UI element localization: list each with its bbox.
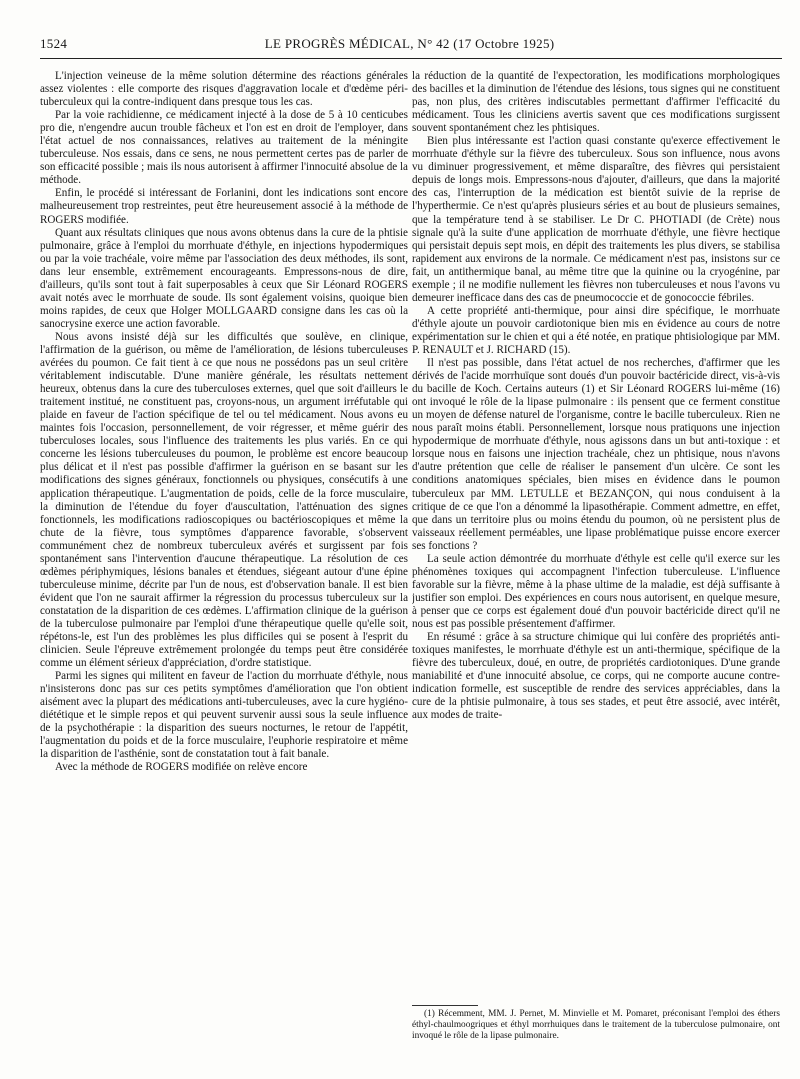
page-number: 1524 [40,36,68,51]
paragraph: Enfin, le procédé si intéressant de Forlanini, dont les indications sont encore malheureusement trop restreintes, peut être heureusement associé à la méthode de ROGERS modifiée. [40,187,408,226]
paragraph: Il n'est pas possible, dans l'état actuel de nos recherches, d'affirmer que les dérivés de l'acide morrhuïque sont doués d'un pouvoir bactéricide direct, vis-à-vis du bacille de Koch. Certains auteurs (1) et Sir Léonard ROGERS lui-même (16) ont invoqué le rôle de la lipase pulmonaire : ils pensent que ce ferment constitue un moyen de défense naturel de l'organisme, contre le bacille tuberculeux. Rien ne nous paraît moins établi. Personnellement, lorsque nous pratiquons une injection hypodermique de morrhuate d'éthyle, nous agissons dans un but anti-toxique : et lorsque nous en faisons une injection trachéale, chez un phtisique, nous n'avons d'autre prétention que celle de réaliser le pansement d'un ulcère. Ce sont les conditions anatomiques spéciales, bien mises en évidence dans le poumon tuberculeux par MM. LETULLE et BEZANÇON, qui nous conduisent à la critique de ce que l'on a dénommé la lipasothérapie. Comment admettre, en effet, que dans un territoire plus ou moins étendu du poumon, où ne persistent plus de vaisseaux réellement perméables, une lipase problématique puisse encore exercer ses fonctions ? [412,357,780,552]
paragraph: La seule action démontrée du morrhuate d'éthyle est celle qu'il exerce sur les phénomènes toxiques qui accompagnent l'infection tuberculeuse. L'influence favorable sur la fièvre, même à la phase ultime de la maladie, est déjà suffisante à justifier son emploi. Des expériences en cours nous autorisent, en quelque mesure, à penser que ce corps est également doué d'un pouvoir bactéricide direct qu'il ne nous est pas possible présentement d'affirmer. [412,552,780,630]
paragraph: Avec la méthode de ROGERS modifiée on relève encore [55,761,308,774]
paragraph: L'injection veineuse de la même solution détermine des réactions générales assez violentes : elle comporte des risques d'aggravation locale et d'œdème péri-tuberculeux qui la contre-indiquent dans presque tous les cas. [40,70,408,109]
running-title: LE PROGRÈS MÉDICAL, N° 42 (17 Octobre 1925) [264,36,555,51]
right-column [412,70,780,1002]
paragraph: Bien plus intéressante est l'action quasi constante qu'exerce effectivement le morrhuate d'éthyle sur la fièvre des tuberculeux. Sous son influence, nous avons vu diminuer progressivement, et même disparaître, des fièvres qui persistaient depuis de longs mois. Empressons-nous d'ajouter, d'ailleurs, que dans la majorité des cas, l'interruption de la médication est bientôt suivie de la reprise de l'hyperthermie. Ce n'est qu'après plusieurs séries et au bout de plusieurs semaines, que la température tend à se stabiliser. Le Dr C. PHOTIADI (de Crète) nous signale qu'à la suite d'une application de morrhuate d'éthyle, une fièvre hectique qui persistait depuis sept mois, en dépit des traitements les plus divers, se stabilisa rapidement aux environs de la normale. Ce médicament n'est pas, insistons sur ce fait, un antithermique banal, au même titre que la quinine ou la cryogénine, par exemple ; il ne modifie nullement les fièvres non tuberculeuses et nous l'avons vu demeurer inefficace dans des cas de pneumococcie et de gonococcie fébriles. [412,135,780,304]
left-column [40,70,408,1070]
paragraph: Par la voie rachidienne, ce médicament injecté à la dose de 5 à 10 centicubes pro die, n'engendre aucun trouble fâcheux et l'on est en droit de l'employer, dans l'état actuel de nos connaissances, relatives au traitement de la méningite tuberculeuse. Nos essais, dans ce sens, ne nous permettent certes pas de parler de son efficacité possible ; mais ils nous autorisent à affirmer l'innocuité absolue de la méthode. [40,109,408,187]
paragraph: la réduction de la quantité de l'expectoration, les modifications morphologiques des bacilles et la diminution de l'étendue des lésions, tous signes qui ne constituent pas, non plus, des critères indiscutables permettant d'affirmer l'efficacité du médicament. Tous les cliniciens avertis savent que ces modifications surgissent souvent spontanément chez les phtisiques. [412,70,780,135]
footnote: (1) Récemment, MM. J. Pernet, M. Minvielle et M. Pomaret, préconisant l'emploi des éthers éthyl-chaulmoogriques et éthyl morrhuiques dans le traitement de la tuberculose pulmonaire, ont invoqué le rôle de la lipase pulmonaire. [412,1009,780,1041]
header-rule [40,58,782,59]
paragraph: En résumé : grâce à sa structure chimique qui lui confère des propriétés anti-toxiques manifestes, le morrhuate d'éthyle est un anti-thermique, spécifique de la fièvre des tuberculeux, doué, en outre, de propriétés cardiotoniques. D'une grande maniabilité et d'une innocuité absolue, ce corps, qui ne comporte aucune contre-indication formelle, est susceptible de rendre des services appréciables, dans la cure de la phtisie pulmonaire, à tous ses stades, et peut être associé, avec intérêt, aux modes de traite- [412,631,780,722]
paragraph: A cette propriété anti-thermique, pour ainsi dire spécifique, le morrhuate d'éthyle ajoute un pouvoir cardiotonique bien mis en évidence au cours de notre expérimentation sur le chien et qui a été notée, en pratique phtisiologique par MM. P. RENAULT et J. RICHARD (15). [412,304,780,356]
paragraph: Quant aux résultats cliniques que nous avons obtenus dans la cure de la phtisie pulmonaire, grâce à l'emploi du morrhuate d'éthyle, en injections hypodermiques ou par la voie trachéale, voire même par l'association des deux méthodes, ils sont, dans leur ensemble, extrêmement encourageants. Empressons-nous de dire, d'ailleurs, qu'ils sont tout à fait superposables à ceux que Sir Léonard ROGERS avait notés avec le morrhuate de soude. Ils sont également voisins, quoique bien moins rapides, de ceux que Holger MOLLGAARD consigne dans les cas où la sanocrysine exerce une action favorable. [40,226,408,330]
footnote-rule [412,1005,478,1006]
paragraph: Parmi les signes qui militent en faveur de l'action du morrhuate d'éthyle, nous n'insisterons donc pas sur ces petits symptômes d'amélioration que l'on obtient aisément avec la plupart des médications anti-tuberculeuses, avec la cure hygiéno-diététique et le simple repos et qui peuvent survenir aussi sous la seule influence de la psychothérapie : la disparition des sueurs nocturnes, le retour de l'appétit, l'augmentation du poids et de la force musculaire, l'euphorie respiratoire et même la disparition de l'asthénie, sont de constatation tout à fait banale. [40,670,408,761]
page-header [40,36,782,58]
paragraph: Nous avons insisté déjà sur les difficultés que soulève, en clinique, l'affirmation de la guérison, ou même de l'amélioration, de lésions tuberculeuses avérées du poumon. Ce fait tient à ce que nous ne possédons pas un seul critère véritablement indiscutable. D'une manière générale, les résultats nettement heureux, obtenus dans la cure des tuberculoses externes, quel que soit d'ailleurs le traitement institué, ne constituent pas, croyons-nous, un argument irréfutable qui plaide en faveur de l'action spécifique de tel ou tel médicament. Nous avons eu maintes fois l'occasion, personnellement, de voir régresser, et même guérir des tuberculoses locales, sous l'influence des traitements les plus variés. En ce qui concerne les lésions tuberculeuses du poumon, le problème est encore beaucoup plus délicat et il n'est pas possible d'affirmer la guérison en se basant sur les modifications des signes généraux, fonctionnels ou physiques, consécutifs à une application thérapeutique. L'augmentation de poids, celle de la force musculaire, la diminution de l'étendue du foyer d'auscultation, l'atténuation des signes fonctionnels, les modifications radioscopiques ou bactérioscopiques et même la chute de la fièvre, tous symptômes d'apparence favorable, s'observent communément chez de nombreux tuberculeux avérés et surgissent par fois spontanément sans l'intervention d'aucune thérapeutique. La résolution de ces œdèmes périphymiques, lésions banales et étendues, siégeant autour d'une épine tuberculeuse minime, décrite par l'un de nous, est d'observation banale. Il est bien évident que l'on ne saurait affirmer la régression du processus tuberculeux sur la constatation de la disparition de ces œdèmes. L'affirmation clinique de la guérison de la tuberculose pulmonaire par l'emploi d'une thérapeutique quelle qu'elle soit, répétons-le, est l'un des problèmes les plus difficiles qui se posent à l'esprit du clinicien. Seule l'épreuve extrêmement prolongée du temps peut être considérée comme un élément sérieux d'appréciation, d'ordre statistique. [40,330,408,670]
